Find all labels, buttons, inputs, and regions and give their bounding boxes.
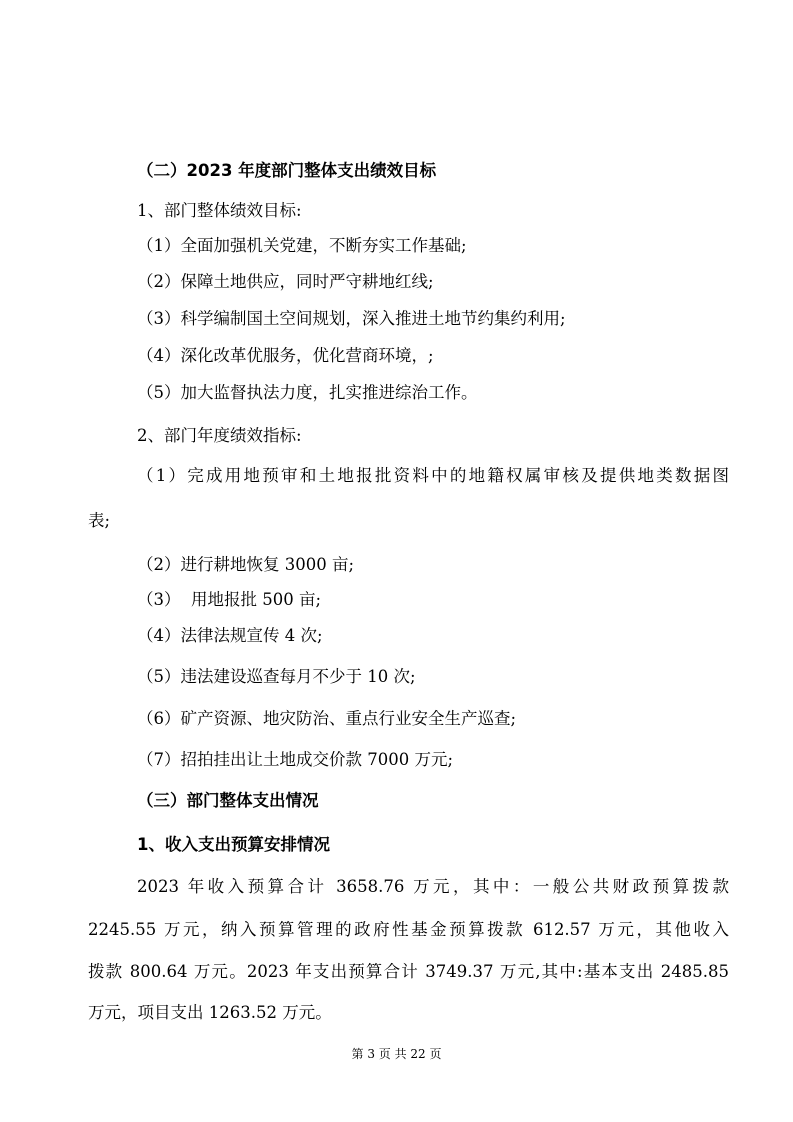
goal-item: （2）保障土地供应，同时严守耕地红线; <box>137 272 434 291</box>
section-heading: （二）2023 年度部门整体支出绩效目标 <box>137 161 437 180</box>
page-number-footer: 第 3 页 共 22 页 <box>351 1047 442 1061</box>
paragraph-line: 万元，项目支出 1263.52 万元。 <box>88 1003 332 1022</box>
goal-item: （5）加大监督执法力度，扎实推进综治工作。 <box>137 383 478 402</box>
indicator-item: （2）进行耕地恢复 3000 亩; <box>137 555 355 574</box>
indicator-item: （1）完成用地预审和土地报批资料中的地籍权属审核及提供地类数据图 <box>137 466 729 485</box>
goals-title: 1、部门整体绩效目标: <box>137 201 302 220</box>
goal-item: （3）科学编制国土空间规划，深入推进土地节约集约利用; <box>137 309 566 328</box>
indicators-title: 2、部门年度绩效指标: <box>137 426 302 445</box>
indicator-item: （5）违法建设巡查每月不少于 10 次; <box>137 667 416 686</box>
paragraph-line: 拨款 800.64 万元。2023 年支出预算合计 3749.37 万元,其中:基本支出 2485.85 <box>88 962 729 981</box>
paragraph-line: 2023 年收入预算合计 3658.76 万元，其中：一般公共财政预算拨款 <box>137 877 729 896</box>
goal-item: （4）深化改革优服务，优化营商环境，; <box>137 346 434 365</box>
indicator-item: （3） 用地报批 500 亩; <box>137 590 322 609</box>
paragraph-line: 2245.55 万元，纳入预算管理的政府性基金预算拨款 612.57 万元，其他收入 <box>88 920 729 939</box>
goal-item: （1）全面加强机关党建，不断夯实工作基础; <box>137 236 467 255</box>
subsection-heading: 1、收入支出预算安排情况 <box>137 835 330 854</box>
indicator-item: （6）矿产资源、地灾防治、重点行业安全生产巡查; <box>137 709 517 728</box>
indicator-item: （4）法律法规宣传 4 次; <box>137 626 323 645</box>
indicator-item: （7）招拍挂出让土地成交价款 7000 万元; <box>137 750 454 769</box>
indicator-item-continuation: 表; <box>88 511 111 530</box>
section-heading: （三）部门整体支出情况 <box>137 791 319 810</box>
